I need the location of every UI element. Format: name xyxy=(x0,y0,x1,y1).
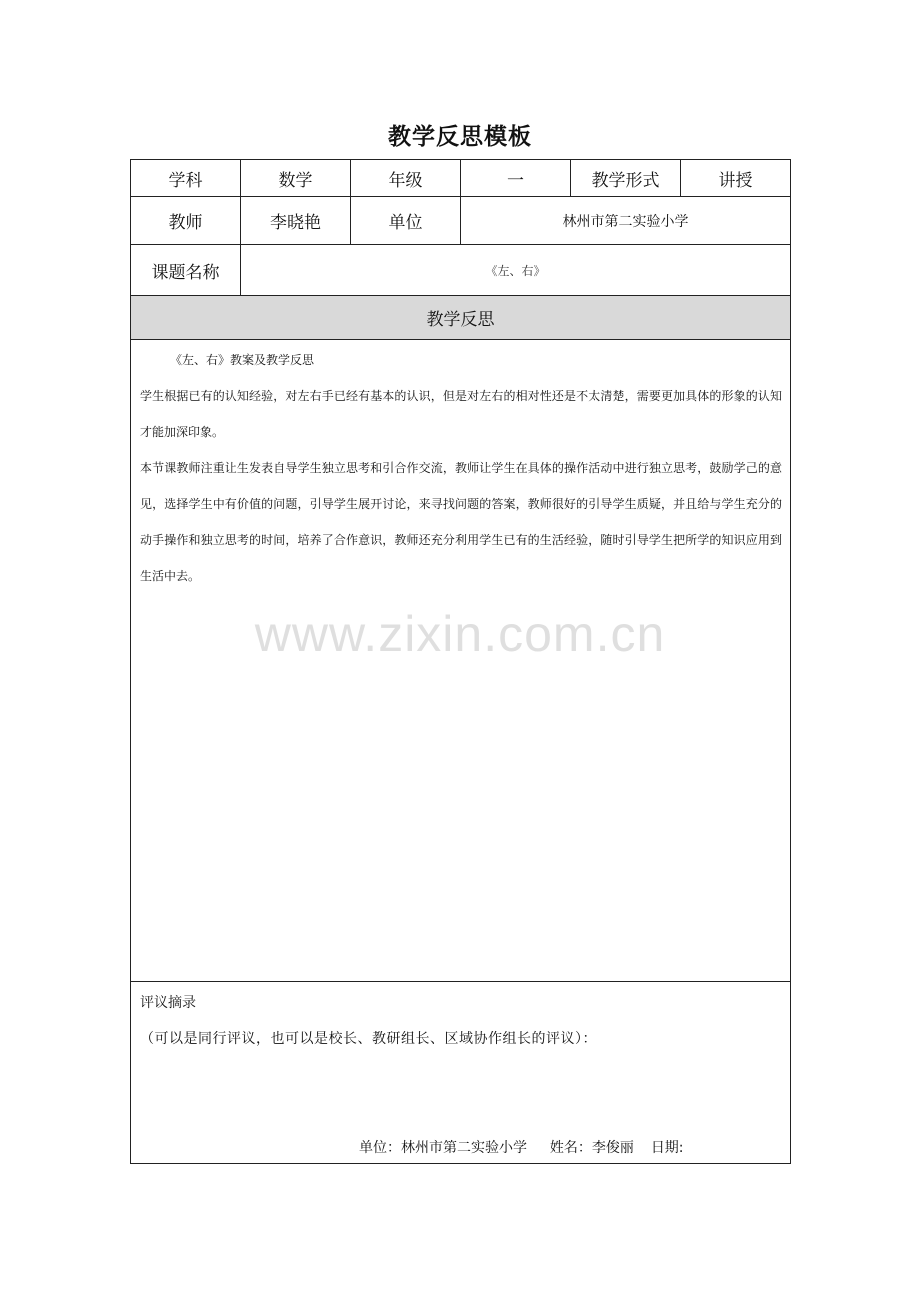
grade-label: 年级 xyxy=(351,160,461,197)
reflection-form-table xyxy=(130,159,791,1164)
topic-value: 《左、右》 xyxy=(241,245,791,296)
review-signature-line xyxy=(359,1137,684,1157)
unit-value: 林州市第二实验小学 xyxy=(461,197,791,245)
reflection-paragraph: 本节课教师注重让生发表自导学生独立思考和引合作交流，教师让学生在具体的操作活动中进行独立思考，鼓励学己的意见，选择学生中有价值的问题，引导学生展开讨论，来寻找问题的答案，教师很好的引导学生质疑，并且给与学生充分的动手操作和独立思考的时间，培养了合作意识，教师还充分利用学生已有的生活经验，随时引导学生把所学的知识应用到生活中去。 xyxy=(140,461,782,583)
reflection-heading: 教学反思 xyxy=(131,296,791,340)
review-date: 日期: xyxy=(650,1140,684,1156)
review-name: 姓名：李俊丽 xyxy=(549,1140,634,1156)
review-unit: 单位：林州市第二实验小学 xyxy=(359,1140,527,1156)
topic-label: 课题名称 xyxy=(131,245,241,296)
subject-value: 数学 xyxy=(241,160,351,197)
teaching-form-label: 教学形式 xyxy=(571,160,681,197)
unit-label: 单位 xyxy=(351,197,461,245)
subject-label: 学科 xyxy=(131,160,241,197)
table-row xyxy=(131,296,791,340)
teacher-label: 教师 xyxy=(131,197,241,245)
watermark: www.zixin.com.cn xyxy=(254,606,666,662)
reflection-paragraph: 学生根据已有的认知经验，对左右手已经有基本的认识，但是对左右的相对性还是不太清楚，需要更加具体的形象的认知才能加深印象。 xyxy=(140,389,782,439)
table-row xyxy=(131,197,791,245)
document-title: 教学反思模板 xyxy=(388,124,532,150)
grade-value: 一 xyxy=(461,160,571,197)
table-row xyxy=(131,982,791,1164)
reflection-subheading: 《左、右》教案及教学反思 xyxy=(170,353,315,367)
review-section xyxy=(131,982,791,1164)
teacher-value: 李晓艳 xyxy=(241,197,351,245)
reflection-content xyxy=(131,340,791,982)
table-row xyxy=(131,245,791,296)
table-row xyxy=(131,160,791,197)
review-title: 评议摘录 xyxy=(140,995,196,1011)
table-row xyxy=(131,340,791,982)
teaching-form-value: 讲授 xyxy=(681,160,791,197)
review-hint: （可以是同行评议，也可以是校长、教研组长、区域协作组长的评议）： xyxy=(140,1031,597,1047)
